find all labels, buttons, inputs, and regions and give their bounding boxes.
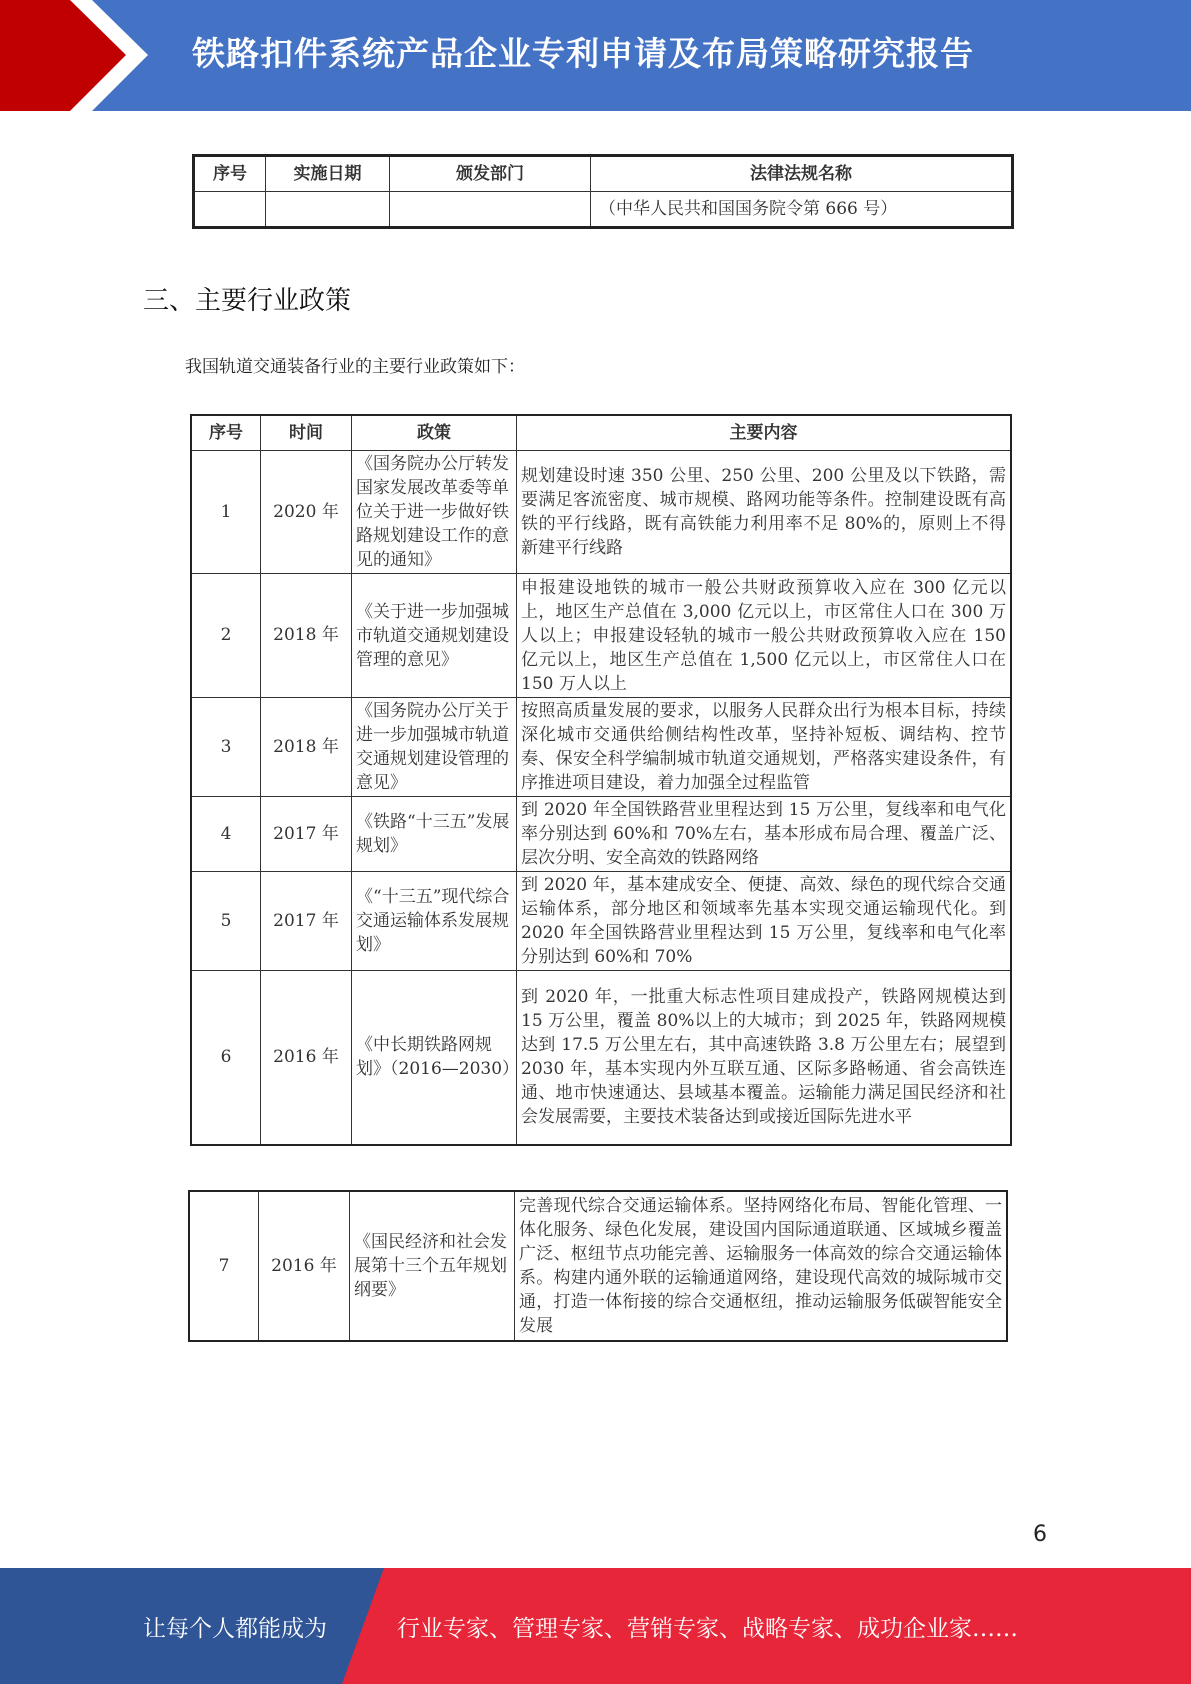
section-heading: 三、主要行业政策 xyxy=(143,286,352,316)
policy-table xyxy=(190,414,1012,1146)
policy-cell-time: 2017 年 xyxy=(261,797,352,872)
policy-cell-policy: 《铁路“十三五”发展规划》 xyxy=(352,797,517,872)
table-row xyxy=(191,451,1011,574)
table-row xyxy=(191,698,1011,797)
table-row xyxy=(191,574,1011,698)
policy-cell-time: 2016 年 xyxy=(261,971,352,1145)
policy-header-policy: 政策 xyxy=(352,415,517,451)
policy-cell-content: 完善现代综合交通运输体系。坚持网络化布局、智能化管理、一体化服务、绿色化发展，建设国内国际通道联通、区域城乡覆盖广泛、枢纽节点功能完善、运输服务一体高效的综合交通运输体系。构建内通外联的运输通道网络，建设现代高效的城际城市交通，打造一体衔接的综合交通枢纽，推动运输服务低碳智能安全发展 xyxy=(515,1191,1008,1341)
report-title: 铁路扣件系统产品企业专利申请及布局策略研究报告 xyxy=(192,34,974,73)
policy-cell-content: 到 2020 年，一批重大标志性项目建成投产，铁路网规模达到 15 万公里，覆盖 80%以上的大城市；到 2025 年，铁路网规模达到 17.5 万公里左右，其中高速铁路 3.8 万公里左右；展望到 2030 年，基本实现内外互联互通、区际多路畅通、省会高铁连通、地市快速通达、县域基本覆盖。运输能力满足国民经济和社会发展需要，主要技术装备达到或接近国际先进水平 xyxy=(517,971,1012,1145)
policy-cell-policy: 《关于进一步加强城市轨道交通规划建设管理的意见》 xyxy=(352,574,517,698)
policy-cell-policy: 《国务院办公厅转发国家发展改革委等单位关于进一步做好铁路规划建设工作的意见的通知》 xyxy=(352,451,517,574)
table-row xyxy=(191,797,1011,872)
policy-cell-content: 申报建设地铁的城市一般公共财政预算收入应在 300 亿元以上，地区生产总值在 3,000 亿元以上，市区常住人口在 300 万人以上；申报建设轻轨的城市一般公共财政预算收入应在 150 亿元以上，地区生产总值在 1,500 亿元以上，市区常住人口在 150 万人以上 xyxy=(517,574,1012,698)
policy-cell-content: 规划建设时速 350 公里、250 公里、200 公里及以下铁路，需要满足客流密度、城市规模、路网功能等条件。控制建设既有高铁的平行线路，既有高铁能力利用率不足 80%的，原则上不得新建平行线路 xyxy=(517,451,1012,574)
page-footer xyxy=(0,1568,1191,1684)
policy-cell-content: 到 2020 年，基本建成安全、便捷、高效、绿色的现代综合交通运输体系，部分地区和领域率先基本实现交通运输现代化。到 2020 年全国铁路营业里程达到 15 万公里，复线率和电气化率分别达到 60%和 70% xyxy=(517,872,1012,971)
law-table xyxy=(192,154,1014,229)
policy-cell-policy: 《国务院办公厅关于进一步加强城市轨道交通规划建设管理的意见》 xyxy=(352,698,517,797)
policy-table-header-row xyxy=(191,415,1011,451)
policy-cell-time: 2018 年 xyxy=(261,574,352,698)
policy-cell-policy: 《国民经济和社会发展第十三个五年规划纲要》 xyxy=(350,1191,515,1341)
policy-cell-no: 2 xyxy=(191,574,261,698)
law-cell-date xyxy=(266,192,390,228)
section-intro: 我国轨道交通装备行业的主要行业政策如下： xyxy=(185,357,525,377)
law-cell-department xyxy=(390,192,591,228)
law-table-header-row xyxy=(194,156,1013,192)
footer-slogan-right: 行业专家、管理专家、营销专家、战略专家、成功企业家…… xyxy=(397,1616,1018,1642)
policy-cell-time: 2020 年 xyxy=(261,451,352,574)
table-row xyxy=(189,1191,1007,1341)
page-header xyxy=(0,0,1191,111)
table-row xyxy=(194,192,1013,228)
policy-header-content: 主要内容 xyxy=(517,415,1012,451)
law-header-department: 颁发部门 xyxy=(390,156,591,192)
policy-cell-no: 4 xyxy=(191,797,261,872)
table-row xyxy=(191,872,1011,971)
law-header-date: 实施日期 xyxy=(266,156,390,192)
policy-cell-time: 2016 年 xyxy=(259,1191,350,1341)
policy-cell-no: 1 xyxy=(191,451,261,574)
footer-slogan-left: 让每个人都能成为 xyxy=(143,1616,327,1642)
policy-cell-no: 3 xyxy=(191,698,261,797)
policy-cell-no: 7 xyxy=(189,1191,259,1341)
policy-cell-content: 按照高质量发展的要求，以服务人民群众出行为根本目标，持续深化城市交通供给侧结构性改革，坚持补短板、调结构、控节奏、保安全科学编制城市轨道交通规划，严格落实建设条件，有序推进项目建设，着力加强全过程监管 xyxy=(517,698,1012,797)
policy-cell-no: 6 xyxy=(191,971,261,1145)
page-number: 6 xyxy=(1033,1522,1047,1547)
policy-table-continued xyxy=(188,1190,1008,1342)
law-header-no: 序号 xyxy=(194,156,266,192)
law-cell-no xyxy=(194,192,266,228)
policy-cell-policy: 《中长期铁路网规划》（2016—2030） xyxy=(352,971,517,1145)
policy-header-no: 序号 xyxy=(191,415,261,451)
policy-header-time: 时间 xyxy=(261,415,352,451)
table-row xyxy=(191,971,1011,1145)
policy-cell-time: 2017 年 xyxy=(261,872,352,971)
policy-cell-content: 到 2020 年全国铁路营业里程达到 15 万公里，复线率和电气化率分别达到 60%和 70%左右，基本形成布局合理、覆盖广泛、层次分明、安全高效的铁路网络 xyxy=(517,797,1012,872)
law-header-name: 法律法规名称 xyxy=(591,156,1013,192)
policy-cell-time: 2018 年 xyxy=(261,698,352,797)
law-cell-name: （中华人民共和国国务院令第 666 号） xyxy=(591,192,1013,228)
policy-cell-policy: 《“十三五”现代综合交通运输体系发展规划》 xyxy=(352,872,517,971)
policy-cell-no: 5 xyxy=(191,872,261,971)
